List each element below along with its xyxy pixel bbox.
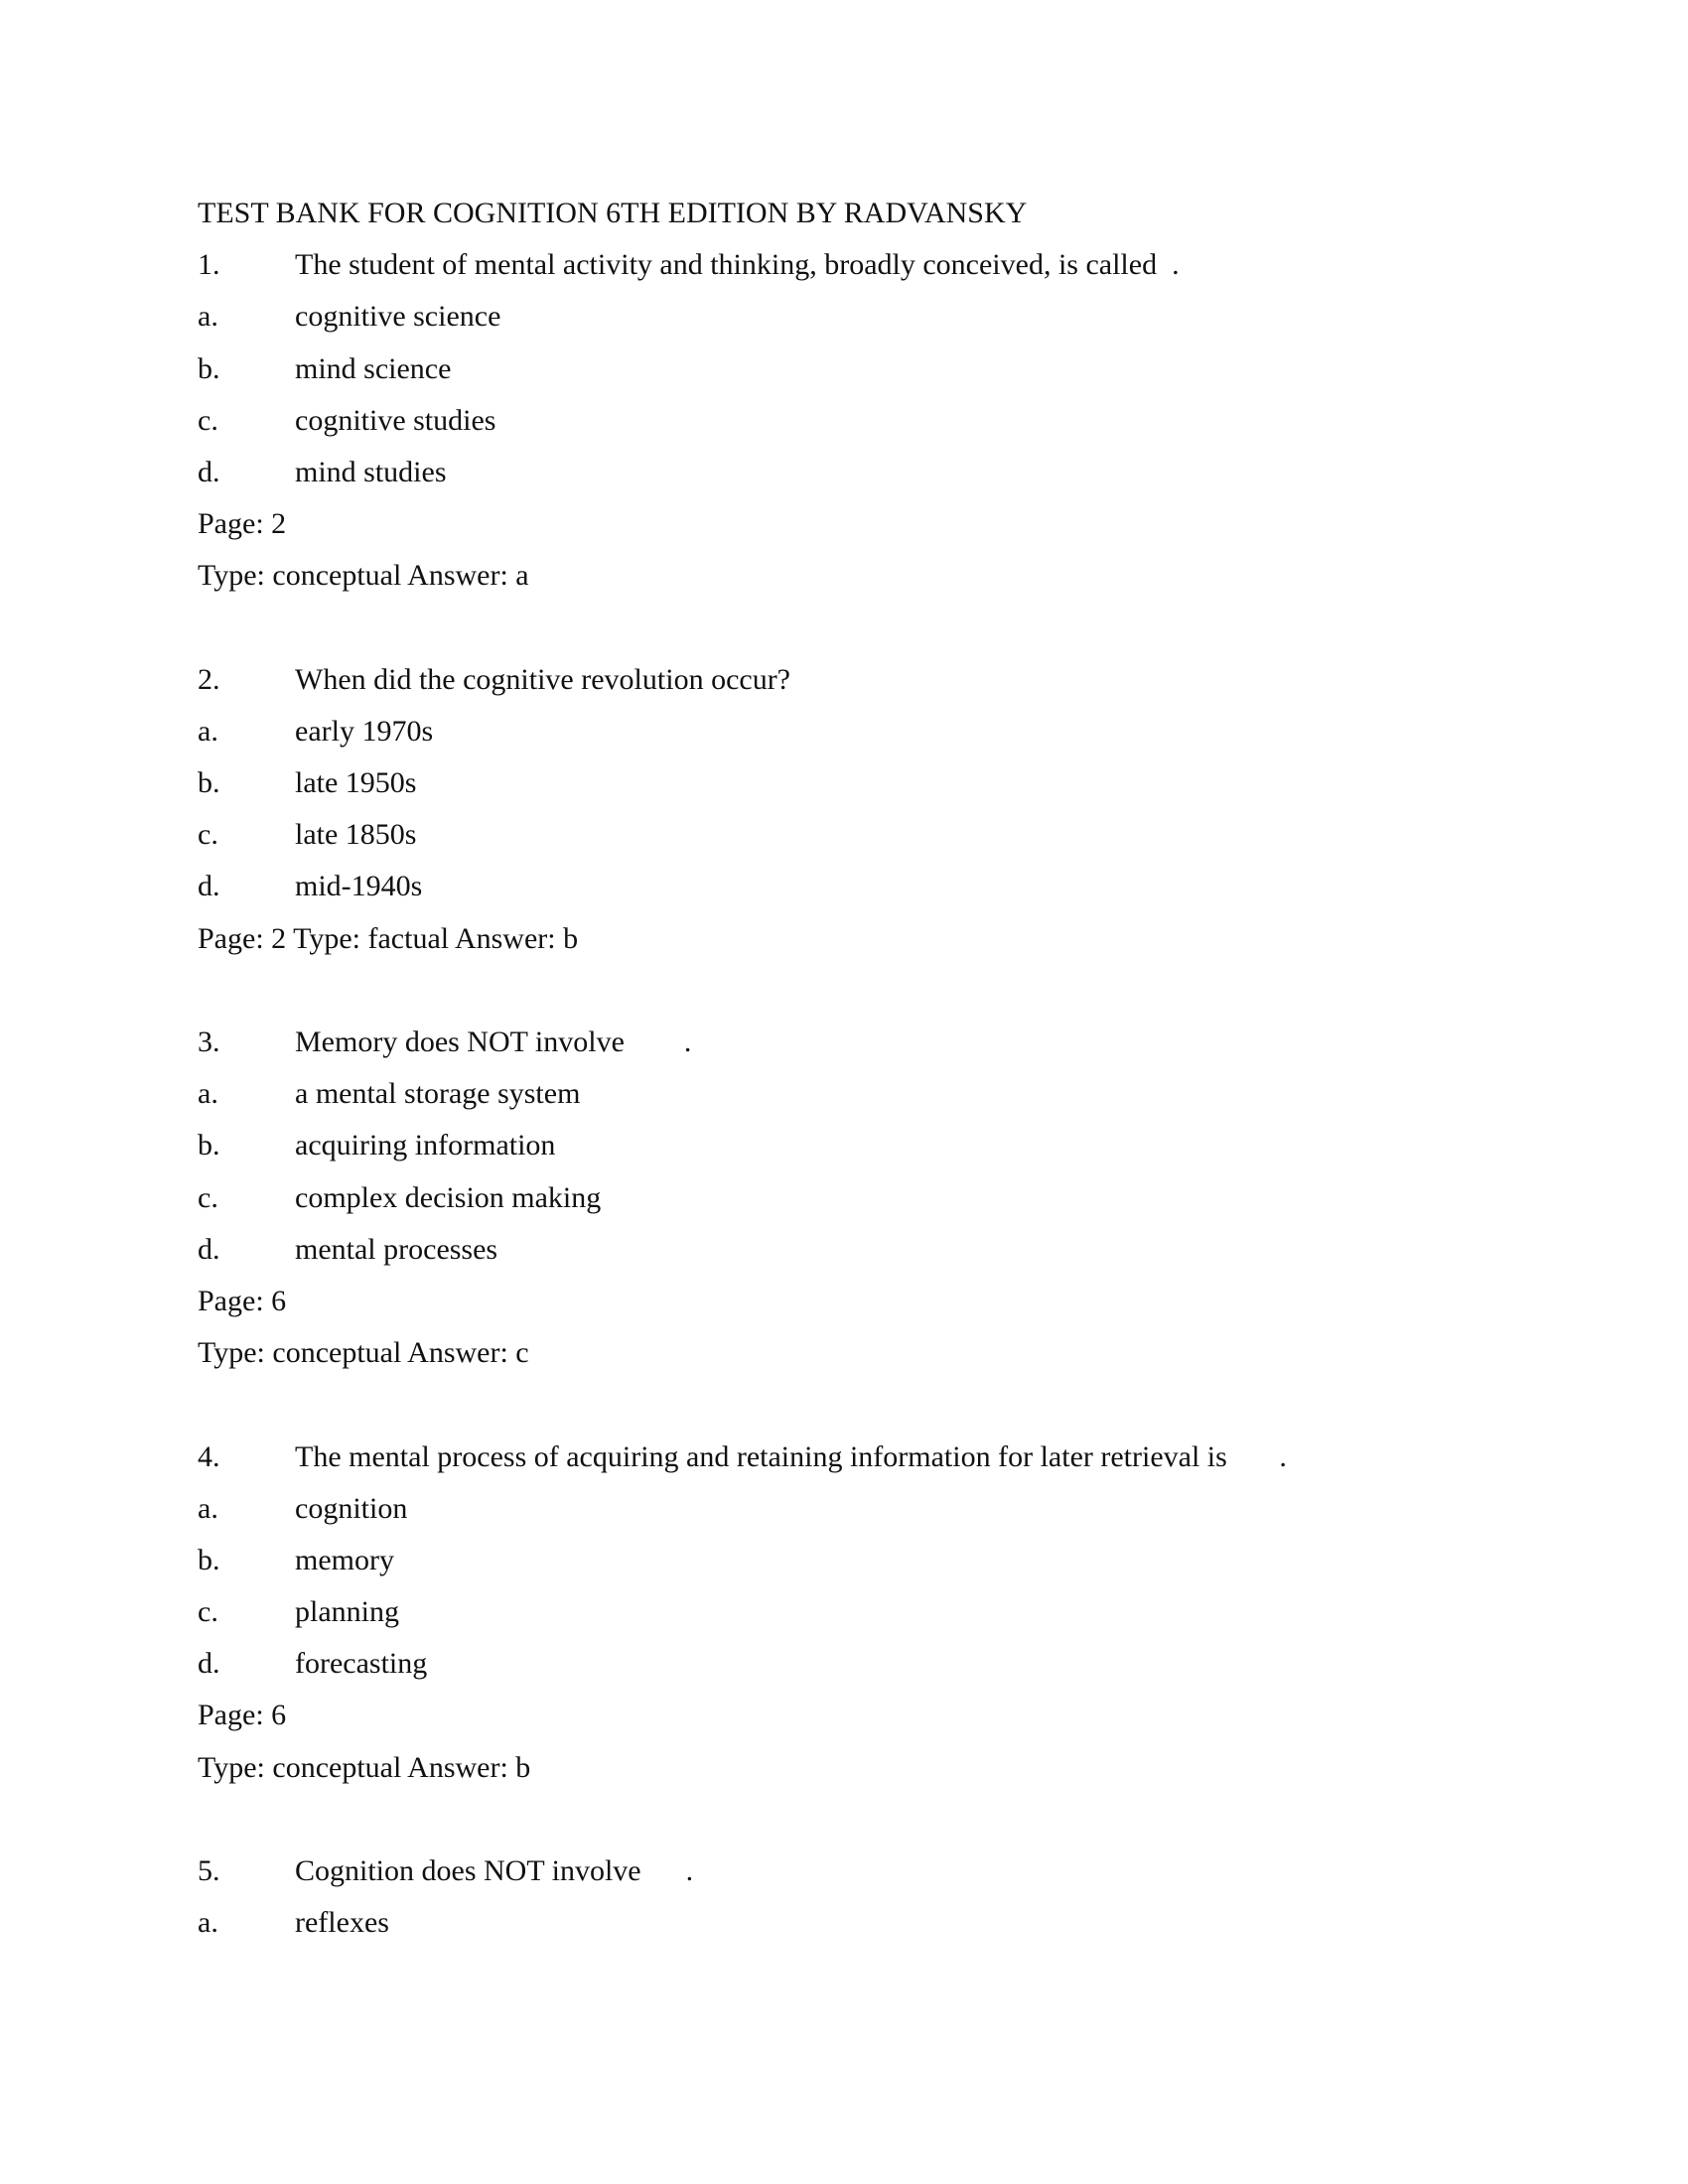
spacer [198,1379,1287,1431]
option-letter: b. [198,351,220,385]
question-line [198,239,1287,291]
answer-option [198,1068,1287,1120]
answer-option [198,395,1287,447]
question-block [198,239,1287,602]
question-line [198,1845,1287,1897]
answer-option [198,1897,1287,1949]
option-letter: a. [198,300,218,334]
question-line [198,1017,1287,1068]
question-meta: Type: conceptual Answer: b [198,1750,531,1784]
question-number: 2. [198,662,220,696]
answer-option [198,1224,1287,1276]
question-meta: Type: conceptual Answer: a [198,559,529,593]
question-list [198,239,1287,1949]
document-title: TEST BANK FOR COGNITION 6TH EDITION BY RADVANSKY [198,197,1028,229]
option-letter: b. [198,1543,220,1576]
option-letter: d. [198,1647,220,1681]
option-letter: d. [198,455,220,488]
option-text: mental processes [295,1232,498,1266]
option-letter: b. [198,766,220,800]
answer-option [198,861,1287,912]
question-meta: Page: 6 [198,1284,287,1317]
option-letter: c. [198,818,218,852]
answer-option [198,1172,1287,1224]
option-letter: a. [198,1491,218,1525]
question-line [198,654,1287,706]
option-text: memory [295,1543,394,1576]
option-text: late 1850s [295,818,417,852]
option-text: early 1970s [295,714,434,748]
answer-option [198,757,1287,809]
question-block [198,965,1287,1380]
option-text: forecasting [295,1647,428,1681]
option-letter: b. [198,1129,220,1162]
option-letter: a. [198,1077,218,1111]
option-letter: c. [198,1180,218,1214]
question-meta: Page: 2 Type: factual Answer: b [198,921,579,955]
answer-option [198,1120,1287,1171]
spacer [198,965,1287,1017]
option-letter: a. [198,714,218,748]
question-number: 4. [198,1439,220,1473]
question-block [198,603,1287,965]
option-letter: d. [198,1232,220,1266]
question-text: Memory does NOT involve . [295,1025,692,1058]
document-page [198,188,1287,1949]
option-text: cognition [295,1491,408,1525]
question-number: 1. [198,248,220,282]
option-text: a mental storage system [295,1077,581,1111]
question-text: When did the cognitive revolution occur? [295,662,790,696]
option-text: cognitive studies [295,403,496,437]
answer-option [198,706,1287,757]
answer-option [198,1483,1287,1535]
option-letter: c. [198,403,218,437]
option-text: late 1950s [295,766,417,800]
option-text: acquiring information [295,1129,556,1162]
option-letter: a. [198,1906,218,1940]
answer-option [198,447,1287,498]
question-number: 3. [198,1025,220,1058]
question-block [198,1794,1287,1950]
answer-option [198,1535,1287,1586]
question-meta: Type: conceptual Answer: c [198,1336,529,1370]
option-text: planning [295,1595,399,1629]
option-text: cognitive science [295,300,501,334]
question-line [198,1432,1287,1483]
question-text: Cognition does NOT involve . [295,1854,694,1887]
option-letter: c. [198,1595,218,1629]
question-number: 5. [198,1854,220,1887]
spacer [198,603,1287,654]
option-text: reflexes [295,1906,389,1940]
question-block [198,1379,1287,1794]
option-text: mid-1940s [295,870,423,903]
question-meta: Page: 6 [198,1699,287,1732]
option-text: mind studies [295,455,447,488]
option-text: mind science [295,351,452,385]
question-text: The student of mental activity and thinking, broadly conceived, is called . [295,248,1180,282]
spacer [198,1794,1287,1845]
question-text: The mental process of acquiring and retaining information for later retrieval is . [295,1439,1287,1473]
answer-option [198,291,1287,342]
answer-option [198,1586,1287,1638]
question-meta: Page: 2 [198,507,287,541]
answer-option [198,809,1287,861]
answer-option [198,1638,1287,1690]
option-text: complex decision making [295,1180,602,1214]
answer-option [198,343,1287,395]
option-letter: d. [198,870,220,903]
